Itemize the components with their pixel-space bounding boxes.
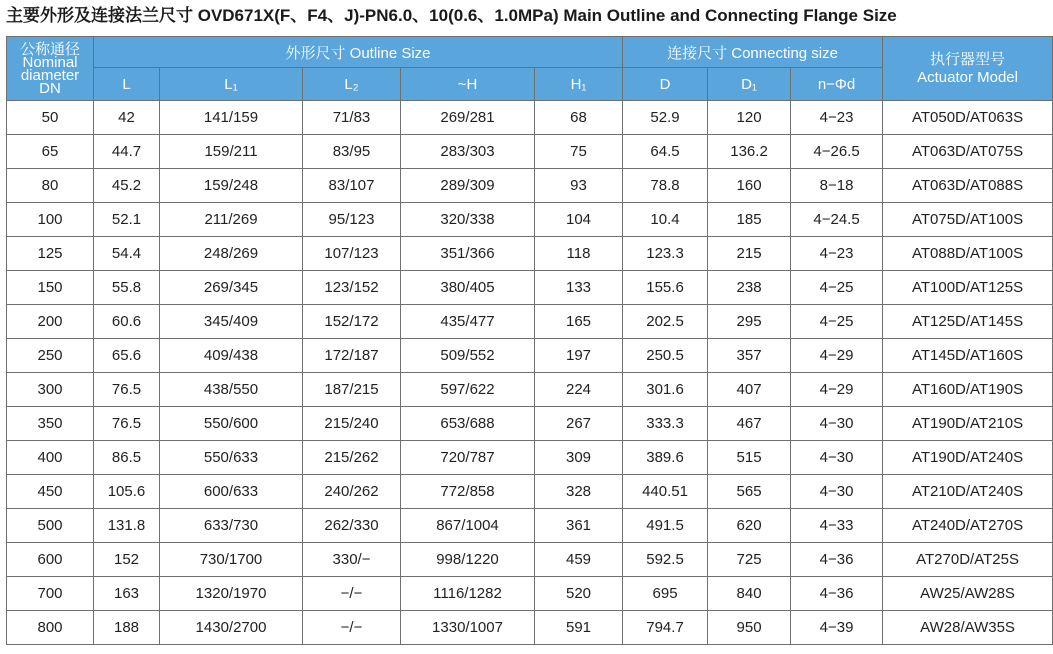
cell-actuator-model: AT190D/AT240S [883,441,1053,475]
cell-d: 64.5 [623,135,708,169]
cell-l2: 262/330 [303,509,401,543]
cell-actuator-model: AT270D/AT25S [883,543,1053,577]
cell-h: 351/366 [401,237,535,271]
cell-d1: 295 [708,305,791,339]
cell-h: 998/1220 [401,543,535,577]
cell-h: 1330/1007 [401,611,535,645]
table-row [7,509,1053,543]
cell-dn: 300 [7,373,94,407]
cell-d1: 160 [708,169,791,203]
cell-n-phi-d: 4−29 [791,339,883,373]
page-title: 主要外形及连接法兰尺寸 OVD671X(F、F4、J)-PN6.0、10(0.6、1.0MPa) Main Outline and Connecting Flange Size [6,6,897,25]
cell-d1: 238 [708,271,791,305]
cell-h1: 197 [535,339,623,373]
header-nominal-diameter-en2: diameter [20,66,80,84]
table-row [7,407,1053,441]
header-actuator-model-en: Actuator Model [917,68,1018,86]
cell-l: 54.4 [94,237,160,271]
cell-actuator-model: AT063D/AT088S [883,169,1053,203]
table-row [7,203,1053,237]
cell-d1: 467 [708,407,791,441]
cell-h1: 104 [535,203,623,237]
cell-l2: 215/262 [303,441,401,475]
cell-l: 45.2 [94,169,160,203]
cell-d: 695 [623,577,708,611]
cell-d1: 565 [708,475,791,509]
cell-h1: 520 [535,577,623,611]
cell-l: 188 [94,611,160,645]
cell-h1: 93 [535,169,623,203]
cell-l1: 1320/1970 [160,577,303,611]
cell-n-phi-d: 4−25 [791,305,883,339]
cell-h: 653/688 [401,407,535,441]
cell-dn: 350 [7,407,94,441]
column-header-h1: H₁ [535,68,623,101]
cell-n-phi-d: 4−23 [791,237,883,271]
cell-actuator-model: AT145D/AT160S [883,339,1053,373]
cell-actuator-model: AT100D/AT125S [883,271,1053,305]
table-row [7,237,1053,271]
cell-l: 163 [94,577,160,611]
cell-n-phi-d: 8−18 [791,169,883,203]
cell-actuator-model: AT125D/AT145S [883,305,1053,339]
column-header-d: D [623,68,708,101]
cell-dn: 700 [7,577,94,611]
table-row [7,271,1053,305]
cell-actuator-model: AT160D/AT190S [883,373,1053,407]
cell-n-phi-d: 4−25 [791,271,883,305]
cell-actuator-model: AW28/AW35S [883,611,1053,645]
cell-d: 389.6 [623,441,708,475]
cell-d: 202.5 [623,305,708,339]
cell-l1: 550/633 [160,441,303,475]
cell-d1: 185 [708,203,791,237]
cell-dn: 80 [7,169,94,203]
cell-l: 86.5 [94,441,160,475]
cell-d: 491.5 [623,509,708,543]
cell-l1: 159/248 [160,169,303,203]
cell-d1: 136.2 [708,135,791,169]
cell-l2: 172/187 [303,339,401,373]
cell-dn: 65 [7,135,94,169]
table-row [7,135,1053,169]
table-row [7,475,1053,509]
cell-h: 597/622 [401,373,535,407]
cell-d: 10.4 [623,203,708,237]
flange-size-table [6,36,1053,645]
cell-l2: 123/152 [303,271,401,305]
cell-actuator-model: AT190D/AT210S [883,407,1053,441]
cell-l2: 152/172 [303,305,401,339]
cell-l: 76.5 [94,373,160,407]
cell-h: 509/552 [401,339,535,373]
cell-h1: 361 [535,509,623,543]
cell-d1: 215 [708,237,791,271]
table-row [7,101,1053,135]
cell-l1: 248/269 [160,237,303,271]
cell-l1: 141/159 [160,101,303,135]
cell-l1: 438/550 [160,373,303,407]
cell-actuator-model: AT063D/AT075S [883,135,1053,169]
cell-dn: 500 [7,509,94,543]
cell-actuator-model: AT240D/AT270S [883,509,1053,543]
cell-h: 435/477 [401,305,535,339]
cell-d1: 840 [708,577,791,611]
column-header-l1: L₁ [160,68,303,101]
cell-d1: 950 [708,611,791,645]
cell-l: 52.1 [94,203,160,237]
cell-dn: 100 [7,203,94,237]
cell-h: 1116/1282 [401,577,535,611]
cell-n-phi-d: 4−30 [791,441,883,475]
cell-l2: 71/83 [303,101,401,135]
table-row [7,441,1053,475]
cell-h: 380/405 [401,271,535,305]
cell-l1: 633/730 [160,509,303,543]
cell-h: 320/338 [401,203,535,237]
cell-l: 131.8 [94,509,160,543]
cell-d1: 407 [708,373,791,407]
cell-l1: 550/600 [160,407,303,441]
cell-d1: 515 [708,441,791,475]
cell-h1: 459 [535,543,623,577]
cell-l1: 269/345 [160,271,303,305]
table-row [7,169,1053,203]
cell-dn: 800 [7,611,94,645]
cell-d: 78.8 [623,169,708,203]
cell-d1: 357 [708,339,791,373]
cell-d: 52.9 [623,101,708,135]
cell-dn: 250 [7,339,94,373]
cell-l2: 215/240 [303,407,401,441]
cell-h: 867/1004 [401,509,535,543]
cell-dn: 400 [7,441,94,475]
cell-actuator-model: AT050D/AT063S [883,101,1053,135]
cell-d: 155.6 [623,271,708,305]
cell-d: 123.3 [623,237,708,271]
cell-h1: 165 [535,305,623,339]
cell-l: 76.5 [94,407,160,441]
table-row [7,577,1053,611]
column-header-h: ~H [401,68,535,101]
cell-dn: 600 [7,543,94,577]
cell-l2: 240/262 [303,475,401,509]
cell-n-phi-d: 4−30 [791,475,883,509]
header-nominal-diameter-zh: 公称通径 [19,40,80,58]
cell-h1: 133 [535,271,623,305]
cell-l2: −/− [303,577,401,611]
cell-n-phi-d: 4−30 [791,407,883,441]
header-nominal-diameter-en1: Nominal [22,53,78,71]
cell-h1: 118 [535,237,623,271]
table-row [7,305,1053,339]
cell-d1: 725 [708,543,791,577]
cell-d1: 620 [708,509,791,543]
cell-l: 44.7 [94,135,160,169]
header-nominal-diameter [7,37,94,101]
cell-l1: 1430/2700 [160,611,303,645]
column-header-n-phi-d: n−Φd [791,68,883,101]
header-actuator-model [883,37,1053,101]
cell-dn: 50 [7,101,94,135]
cell-l1: 730/1700 [160,543,303,577]
cell-l1: 345/409 [160,305,303,339]
cell-n-phi-d: 4−24.5 [791,203,883,237]
cell-l2: 330/− [303,543,401,577]
cell-l: 105.6 [94,475,160,509]
cell-n-phi-d: 4−29 [791,373,883,407]
cell-l1: 159/211 [160,135,303,169]
cell-actuator-model: AT088D/AT100S [883,237,1053,271]
cell-l1: 211/269 [160,203,303,237]
cell-actuator-model: AT210D/AT240S [883,475,1053,509]
cell-h: 772/858 [401,475,535,509]
cell-h1: 309 [535,441,623,475]
table-row [7,543,1053,577]
table-row [7,339,1053,373]
column-header-d1: D₁ [708,68,791,101]
table-row [7,373,1053,407]
cell-h1: 68 [535,101,623,135]
cell-h: 283/303 [401,135,535,169]
cell-dn: 200 [7,305,94,339]
cell-n-phi-d: 4−36 [791,543,883,577]
cell-h1: 591 [535,611,623,645]
cell-n-phi-d: 4−33 [791,509,883,543]
column-header-l: L [94,68,160,101]
cell-h: 269/281 [401,101,535,135]
cell-l: 152 [94,543,160,577]
cell-l: 65.6 [94,339,160,373]
cell-h1: 224 [535,373,623,407]
cell-l: 42 [94,101,160,135]
cell-d: 440.51 [623,475,708,509]
cell-h1: 267 [535,407,623,441]
cell-actuator-model: AW25/AW28S [883,577,1053,611]
cell-n-phi-d: 4−26.5 [791,135,883,169]
cell-l2: 83/107 [303,169,401,203]
header-actuator-model-zh: 执行器型号 [930,50,1006,68]
cell-h: 720/787 [401,441,535,475]
cell-h1: 75 [535,135,623,169]
cell-dn: 150 [7,271,94,305]
cell-d: 301.6 [623,373,708,407]
cell-dn: 125 [7,237,94,271]
cell-l1: 409/438 [160,339,303,373]
cell-n-phi-d: 4−39 [791,611,883,645]
cell-l1: 600/633 [160,475,303,509]
cell-l2: 83/95 [303,135,401,169]
cell-l2: −/− [303,611,401,645]
cell-l: 60.6 [94,305,160,339]
cell-d: 592.5 [623,543,708,577]
table-row [7,611,1053,645]
header-connecting-size: 连接尺寸 Connecting size [623,37,883,68]
cell-actuator-model: AT075D/AT100S [883,203,1053,237]
cell-d: 333.3 [623,407,708,441]
cell-l: 55.8 [94,271,160,305]
table-body [7,101,1053,645]
cell-d1: 120 [708,101,791,135]
header-nominal-diameter-dn: DN [39,79,61,97]
cell-l2: 95/123 [303,203,401,237]
cell-l2: 107/123 [303,237,401,271]
cell-d: 794.7 [623,611,708,645]
cell-dn: 450 [7,475,94,509]
cell-h: 289/309 [401,169,535,203]
cell-n-phi-d: 4−36 [791,577,883,611]
cell-l2: 187/215 [303,373,401,407]
header-outline-size: 外形尺寸 Outline Size [94,37,623,68]
column-header-l2: L₂ [303,68,401,101]
cell-h1: 328 [535,475,623,509]
cell-d: 250.5 [623,339,708,373]
cell-n-phi-d: 4−23 [791,101,883,135]
